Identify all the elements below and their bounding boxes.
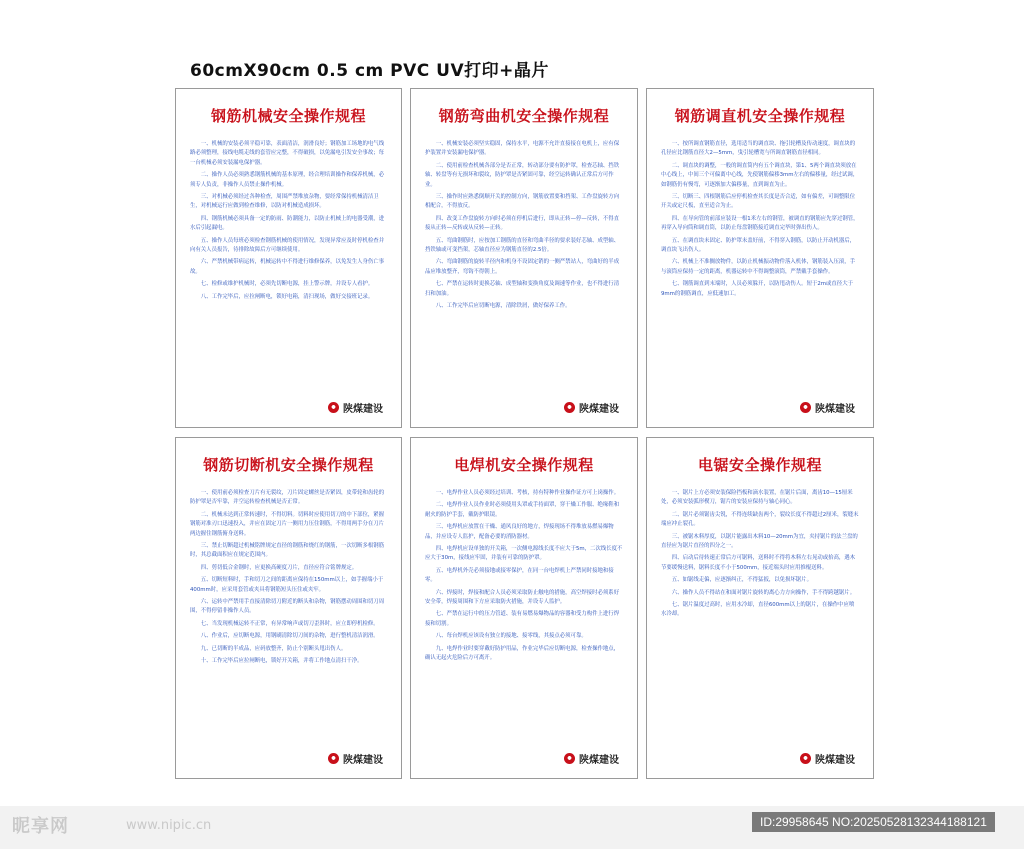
rule-paragraph: 四、改变工作盘旋转方向时必须在停机后进行，即从正转—停—反转，不得直接从正转—反转或从反转—正转。	[425, 215, 620, 232]
rule-paragraph: 五、切断短料时，手和切刀之间的距离应保持在150mm以上，如手握端小于400mm时，应采用套管或夹具将钢筋短头压住或夹牢。	[190, 577, 384, 593]
rule-paragraph: 二、机械未达到正常转速时，不得切料。切料时应使用切刀的中下部位，紧握钢筋对准刃口迅速投入，并应在固定刀片一侧用力压住钢筋，不得用两手分在刀片两边握住钢筋俯身送料。	[190, 511, 385, 537]
rule-paragraph: 五、弯曲钢筋时，应按加工钢筋的直径和弯曲半径的要求装好芯轴、成型轴、挡铁轴或可变挡架，芯轴直径应为钢筋直径的2.5倍。	[425, 237, 620, 254]
rule-paragraph: 三、禁止切断超过机械铭牌规定直径的钢筋和烧红的钢筋，一次切断多根钢筋时，其总截面积应在规定范围内。	[190, 543, 385, 559]
rule-paragraph: 五、电焊机外壳必须接地或接零保护，在同一台电焊机上严禁同时接地和接零。	[425, 567, 614, 584]
rule-paragraph: 六、操作人员不得站在和面对锯片旋转的离心力方向操作，手不得跨越锯片。	[671, 589, 856, 596]
panel-title: 钢筋弯曲机安全操作规程	[438, 107, 610, 125]
rule-paragraph: 六、机械上不准搁放物件，以防止机械振动物件落入机体，钢筋装入压滚，手与滚筒应保持一定的距离，机器运转中不得调整滚筒，严禁戴手套操作。	[661, 259, 856, 275]
rule-paragraph: 一、机械的安装必须平稳可靠，表面清洁，润滑良好；钢筋加工场地的电气线路必须整理，接线电缆走线的套管应完整，不得破损，以免漏电引发安全事故；每一台机械必须安装漏电保护器。	[190, 141, 385, 166]
panel-body	[176, 489, 401, 667]
rule-paragraph: 四、启动后待转速正常后方可锯料，送料时不得将木料左右晃动或抬高，遇木节要缓慢送料，锯料长度不小于500mm，接近端头时应用推棍送料。	[661, 555, 856, 571]
panel-body	[411, 489, 637, 664]
brand-name: 陕煤建设	[815, 755, 855, 766]
brand-name: 陕煤建设	[579, 755, 619, 766]
rule-paragraph: 一、电焊作业人员必须经过培训、考核，持有特种作业操作证方可上岗操作。	[435, 490, 620, 496]
rule-paragraph: 九、电焊作业时要穿戴好防护用品，作业完毕后应切断电源，检查操作地点，确认无起火危险后方可离开。	[425, 645, 620, 662]
rule-paragraph: 七、严禁在运转时更换芯轴、成型轴和变换角度及调速等作业，也不得进行清扫和加油。	[425, 281, 620, 297]
rule-paragraph: 二、调直块的调整，一般的调直筒内有五个调直块，第1、5两个调直块须放在中心线上，中间三个可偏离中心线，先使钢筋偏移3mm左右的偏移量，经过试调，如钢筋仍有慢弯，可逐渐加大偏移量，直到调直为止。	[661, 162, 859, 188]
rule-paragraph: 一、机械安装必须坚实稳固，保持水平，电源不允许直接接在电机上，应有保护装置并安装漏电保护器。	[425, 141, 620, 157]
brand-mark	[564, 751, 619, 766]
rule-paragraph: 六、严禁机械带病运转，机械运转中不得进行维修保养，以免发生人身伤亡事故。	[190, 259, 385, 275]
rule-paragraph: 五、在调直块未固定、防护罩未盖好前，不得穿入钢筋，以防止开动机器后，调直块飞出伤人。	[661, 237, 856, 254]
rule-paragraph: 三、电焊机应放置在干燥、通风良好的地方，焊接现场不得堆放易燃易爆物品，并应设专人监护，配备必要的消防器材。	[425, 524, 614, 540]
brand-mark	[800, 751, 855, 766]
rule-paragraph: 三、被锯木料厚度，以锯片能露出木料10—20mm为宜，夹持锯片的法兰盘的直径应为锯片直径的四分之一。	[661, 533, 858, 550]
rule-paragraph: 四、在导向管的前部应装设一根1米左右的钢管，被调直的钢筋应先穿过钢管，再穿入导向筒和调直筒，以防止每盘钢筋接近调直完毕时弹出伤人。	[661, 215, 859, 232]
brand-mark	[328, 400, 383, 415]
panel-body	[647, 140, 873, 299]
panel-title: 电锯安全操作规程	[697, 456, 822, 474]
panel-body	[176, 140, 401, 302]
panel-title: 电焊机安全操作规程	[454, 456, 594, 474]
panel-title: 钢筋机械安全操作规程	[210, 107, 366, 125]
watermark-url: www.nipic.cn	[126, 818, 212, 833]
company-logo-icon	[564, 753, 575, 764]
rule-paragraph: 八、作业后，应切断电源，用钢刷清除切刀间的杂物，进行整机清洁润滑。	[200, 633, 379, 640]
rule-paragraph: 四、电焊机应设单独的开关箱，一次侧电源线长度不应大于5m，二次线长度不应大于30m，接线应牢固，并装有可靠的防护罩。	[425, 546, 623, 562]
rule-paragraph: 八、工作完毕后应切断电源，清除铁屑，做好保养工作。	[435, 303, 571, 310]
rule-paragraph: 四、钢筋机械必须具备一定的防雨、防潮能力，以防止机械上的电器受潮，进水后引起漏电。	[190, 215, 385, 232]
safety-panel-rebar-straightener	[646, 88, 874, 428]
rule-paragraph: 三、切断三、四根钢筋后应停机检查其长度是否合适，如有偏差，可调整限位开关或定尺板，直至适合为止。	[661, 194, 856, 210]
company-logo-icon	[800, 753, 811, 764]
safety-panel-electric-saw	[646, 437, 874, 779]
rule-paragraph: 三、对机械必须经过各种检查，周围严禁堆放杂物，要经常保持机械清洁卫生，对机械运行应做到检查维修，以防对机械造成损坏。	[190, 194, 379, 210]
company-logo-icon	[328, 402, 339, 413]
panel-title: 钢筋切断机安全操作规程	[203, 456, 374, 474]
brand-name: 陕煤建设	[343, 755, 383, 766]
safety-panel-rebar-bender	[410, 88, 638, 428]
panel-body	[647, 489, 873, 620]
company-logo-icon	[800, 402, 811, 413]
print-spec-heading: 60cmX90cm 0.5 cm PVC UV打印+晶片	[190, 61, 549, 81]
rule-paragraph: 二、操作人员必须熟悉钢筋机械的基本原理，经合理培训操作和保养机械，必须专人负责，非操作人员禁止操作机械。	[190, 172, 385, 188]
brand-mark	[800, 400, 855, 415]
brand-mark	[564, 400, 619, 415]
rule-paragraph: 十、工作完毕后应拉闸断电，锁好开关箱，并将工作地点清扫干净。	[200, 658, 363, 665]
rule-paragraph: 七、检修或维护机械时，必须先切断电源，挂上警示牌，并设专人看护。	[200, 281, 374, 288]
rule-paragraph: 七、钢筋调直到末端时，人员必须躲开，以防甩动伤人。短于2m或直径大于9mm的钢筋调直，应低速加工。	[661, 281, 853, 297]
panel-body	[411, 140, 637, 312]
brand-name: 陕煤建设	[343, 404, 383, 415]
rule-paragraph: 六、运转中严禁用手直接清除切刀附近的断头和杂物，钢筋摆动周围和切刀周围，不得停留非操作人员。	[190, 599, 385, 615]
rule-paragraph: 三、操作时应熟悉倒顺开关的控制方向，钢筋放置要和挡架、工作盘旋转方向相配合，不得放反。	[425, 194, 620, 210]
brand-mark	[328, 751, 383, 766]
safety-panel-rebar-cutter	[175, 437, 402, 779]
rule-paragraph: 五、操作人员每班必须检查钢筋机械的使用情况，发现异常应及时停机检查并向有关人员报告，待排除故障后方可继续使用。	[190, 237, 385, 254]
rule-paragraph: 九、已切断的半成品，应码放整齐，防止个别断头甩出伤人。	[200, 645, 347, 652]
company-logo-icon	[564, 402, 575, 413]
brand-name: 陕煤建设	[815, 404, 855, 415]
rule-paragraph: 一、按所调直钢筋直径，选用适当的调直块、拖引轮槽及传动速度，调直块的孔径应比钢筋直径大2—5mm，曳引轮槽宽与所调直钢筋直径相同。	[661, 141, 856, 157]
safety-panel-rebar-machinery	[175, 88, 402, 428]
safety-panel-welder	[410, 437, 638, 779]
rule-paragraph: 七、锯片温度过高时，应用水冷却，直径600mm以上的锯片，在操作中应喷水冷却。	[661, 602, 855, 618]
rule-paragraph: 八、工作完毕后，应拉闸断电，锁好电箱，清扫现场，做好交接班记录。	[200, 293, 374, 300]
rule-paragraph: 七、严禁在运行中的压力管道、装有易燃易爆物品的容器和受力构件上进行焊接和切割。	[425, 611, 620, 627]
rule-paragraph: 七、当发现机械运转不正常，有异常响声或切刀歪斜时，应立即停机检修。	[200, 620, 379, 627]
rule-paragraph: 八、每台焊机应该设有独立的接地、接零线，其接点必须可靠。	[435, 633, 587, 640]
rule-paragraph: 四、剪切低合金钢时，应更换高硬度刀片，直径应符合铭牌规定。	[200, 564, 358, 571]
watermark-id-label: ID:29958645 NO:20250528132344188121	[752, 812, 995, 832]
rule-paragraph: 一、锯片上方必须安装保险挡板和滴水装置，在锯片后面，离齿10—15厘米处，必须安装弧形楔刀，锯片的安装应保持与轴心同心。	[661, 490, 853, 506]
brand-name: 陕煤建设	[579, 404, 619, 415]
rule-paragraph: 六、弯曲钢筋的旋转半径内和机身不设固定销的一侧严禁站人，弯曲好的半成品应堆放整齐，弯钩不得朝上。	[425, 259, 620, 275]
rule-paragraph: 一、使用前必须检查刀片有无裂纹，刀片固定螺丝是否紧固，皮带轮和齿轮的防护罩是否牢靠，并空运转检查机械是否正常。	[190, 490, 385, 506]
watermark-site-name: 昵享网	[12, 816, 69, 837]
rule-paragraph: 二、电焊作业人员作业时必须使用头罩或手持面罩，穿干燥工作服、绝缘鞋和耐火的防护手套，戴防护眼镜。	[425, 502, 620, 518]
panel-title: 钢筋调直机安全操作规程	[674, 107, 846, 125]
rule-paragraph: 二、使用前检查机械各部分是否正常，转动部分要有防护罩，检查芯轴、挡铁轴、转盘等有无损坏和裂纹，防护罩是否紧固可靠，经空运转确认正常后方可作业。	[425, 162, 620, 188]
rule-paragraph: 六、焊接时，焊接和配合人员必须采取防止触电的措施，高空焊接时必须系好安全带，焊接周围和下方应采取防火措施，并设专人监护。	[425, 589, 620, 606]
rule-paragraph: 五、如锯线走偏，应逐渐纠正，不得猛扳，以免损坏锯片。	[671, 577, 812, 584]
company-logo-icon	[328, 753, 339, 764]
rule-paragraph: 二、锯片必须锯齿尖锐，不得连续缺齿两个，裂纹长度不得超过2厘米，裂缝末端应冲止裂孔。	[661, 511, 859, 528]
